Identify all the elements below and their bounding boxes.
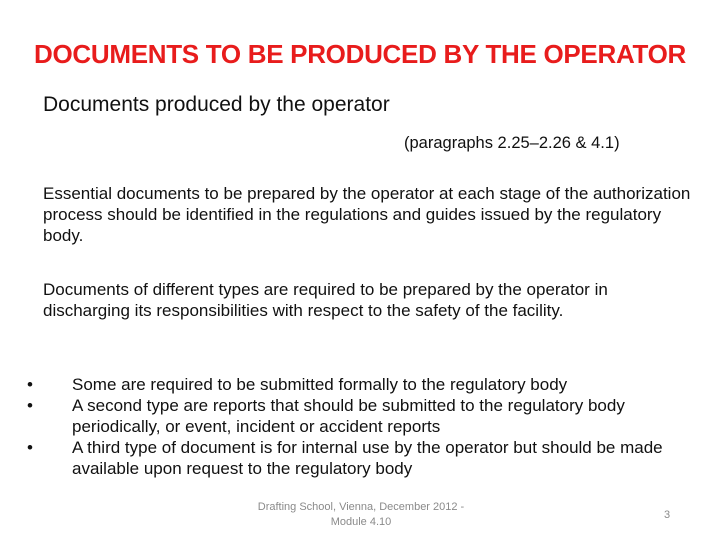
bullet-text: A third type of document is for internal use by the operator but should be made available upon request to the regulatory body — [72, 438, 663, 478]
slide-title: DOCUMENTS TO BE PRODUCED BY THE OPERATOR — [33, 39, 687, 69]
bullet-list — [27, 374, 697, 479]
bullet-text: A second type are reports that should be submitted to the regulatory body periodically, or event, incident or accident reports — [72, 396, 625, 436]
paragraph-reference: (paragraphs 2.25–2.26 & 4.1) — [404, 134, 620, 152]
bullet-item — [27, 395, 697, 437]
slide-subtitle: Documents produced by the operator — [43, 93, 390, 116]
page-number: 3 — [664, 509, 671, 521]
bullet-icon: • — [27, 438, 33, 457]
bullet-icon: • — [27, 375, 33, 394]
body-paragraph-2: Documents of different types are required to be prepared by the operator in discharging its responsibilities with respect to the safety of the facility. — [43, 280, 608, 320]
bullet-text: Some are required to be submitted formally to the regulatory body — [72, 375, 568, 394]
slide-footer: Drafting School, Vienna, December 2012 - Module 4.10 — [257, 501, 465, 528]
bullet-item — [27, 374, 697, 395]
bullet-icon: • — [27, 396, 33, 415]
bullet-item — [27, 437, 697, 479]
body-paragraph-1: Essential documents to be prepared by the operator at each stage of the authorization process should be identified in the regulations and guides issued by the regulatory body. — [43, 184, 691, 245]
